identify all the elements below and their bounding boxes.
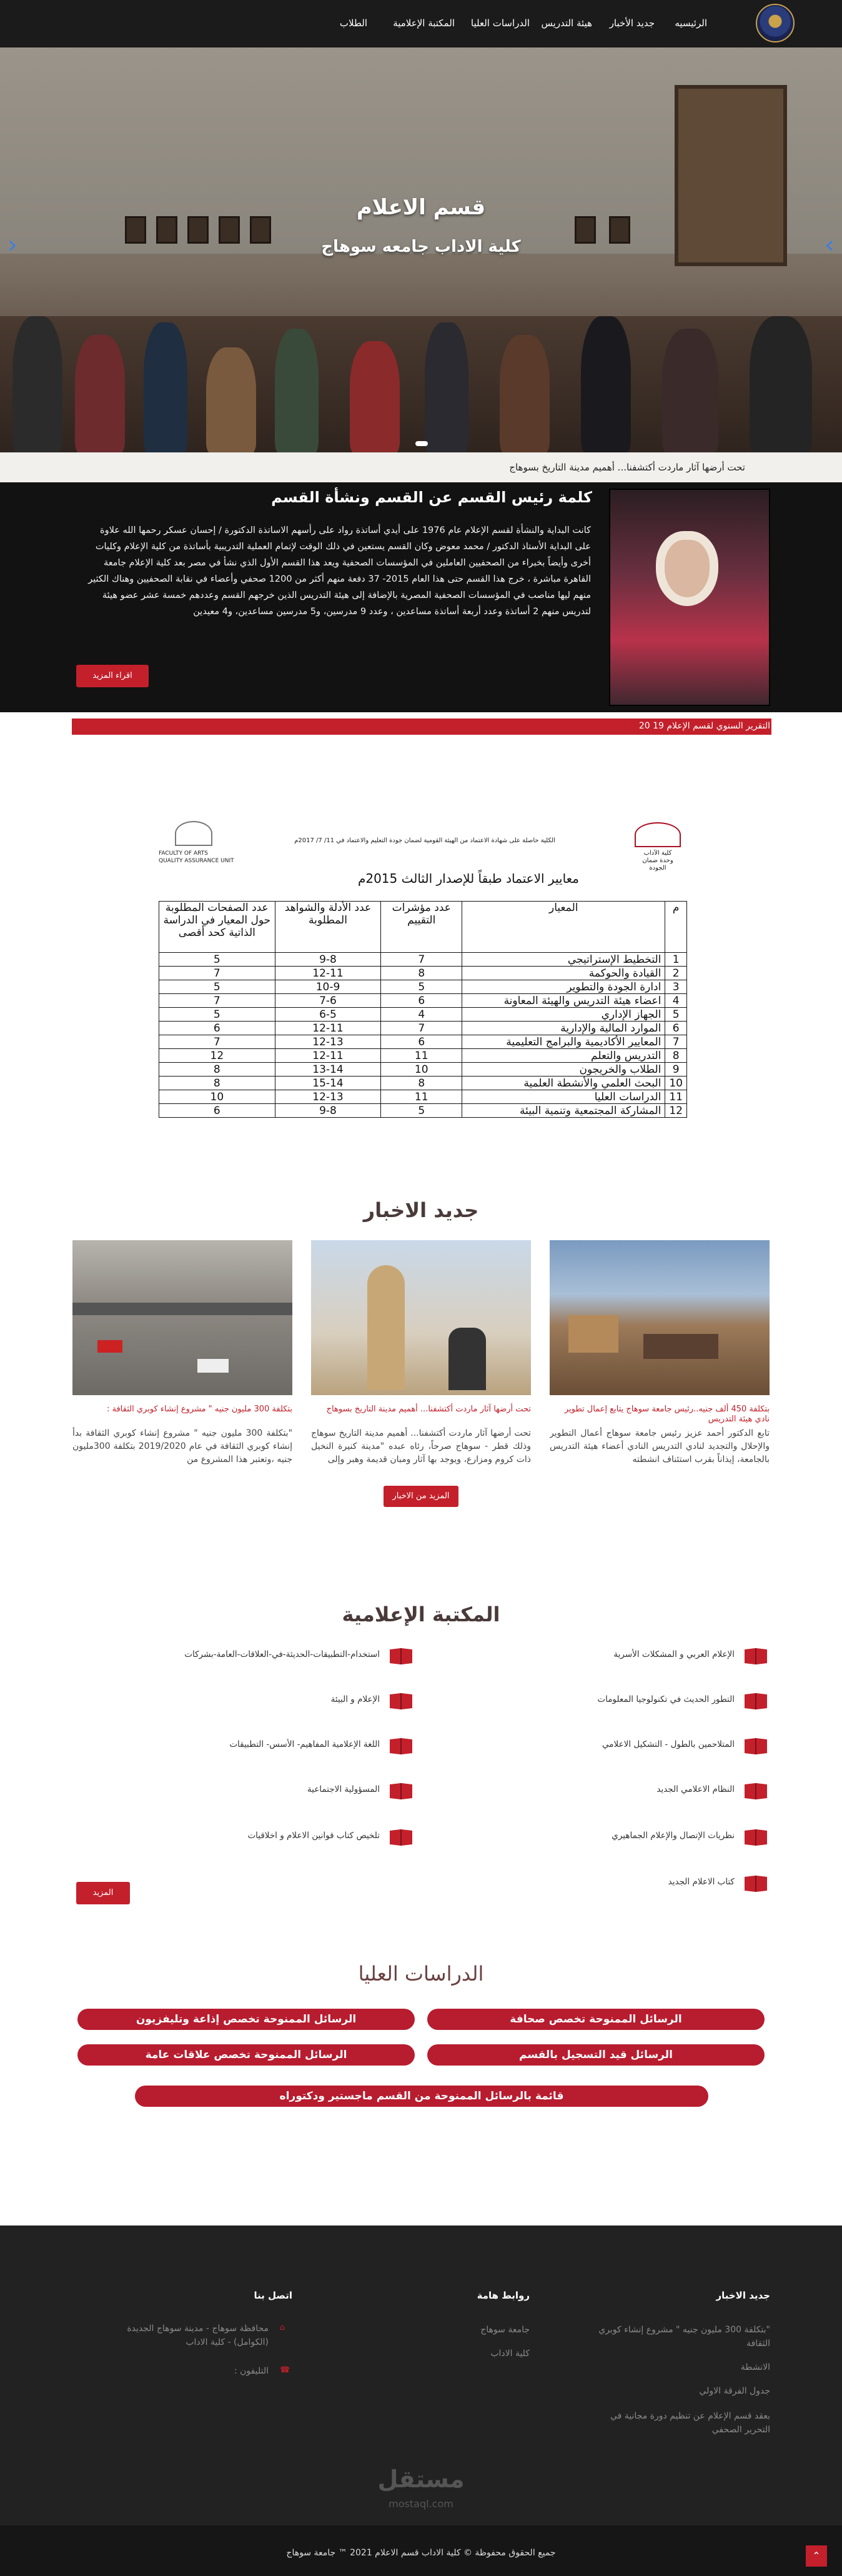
library-item[interactable]: المسؤولية الاجتماعية [307, 1784, 380, 1794]
table-cell: الدراسات العليا [462, 1090, 665, 1104]
library-item[interactable]: التطور الحديث في تكنولوجيا المعلومات [597, 1694, 735, 1704]
table-row [159, 1035, 687, 1049]
read-more-button[interactable]: اقراء المزيد [76, 665, 149, 687]
table-cell: 5 [159, 953, 275, 967]
footer-link-university[interactable]: جامعة سوهاج [480, 2325, 530, 2335]
news-section-title: جديد الاخبار [363, 1198, 479, 1222]
news-body-1: تابع الدكتور أحمد عزيز رئيس جامعة سوهاج أعمال التطوير والإحلال والتجديد لنادي التدريس النادي أعضاء هيئة التدريس بالجامعة، إيذاناً بقرب استئناف انشطته [550, 1428, 770, 1465]
library-item[interactable]: تلخيص كتاب قوانين الاعلام و اخلاقيات [247, 1831, 380, 1841]
nav-home[interactable]: الرئيسيه [675, 17, 707, 29]
head-text: كانت البداية والنشأة لقسم الإعلام عام 1976 على أيدي أساتذة رواد على رأسهم الاساتذة الدكتورة / إحسان عسكر رحمها الله علاوة على البداية الأستاذ الدكتور / محمد معوض وكان القسم يستعين في ذلك الوقت لإتمام العملية التدريبية بأساتذة من كلية الإعلام وكليات أخرى وأيضاً بخبراء من الصحفيين العاملين في المؤسسات الصحفية ويعد هذا القسم الأول الذي نشأ في مصر بعد كلية الإعلام جامعة القاهرة مباشرة ، خرج هذا القسم حتى هذا العام 2015- 37 دفعة منهم أكثر من 1200 صحفي وأعضاء في نقابة الصحفيين وهناك الكثير منهم ليها مناصب في المؤسسات الصحفية المصرية بالإضافة إلى هيئة التدريس الذين خرجهم القسم وعددهم خمسة عشر عضو هيئة لتدريس منهم 2 أساتذة وعدد أربعة أساتذة مساعدين ، وعدد 9 مدرسين، و5 مدرسين مساعدين، و4 معيدين [88, 525, 591, 617]
news-caption-3[interactable]: بتكلفة 300 مليون جنيه " مشروع إنشاء كوبري الثقافة : [106, 1405, 292, 1414]
table-row [159, 1077, 687, 1090]
studies-pr-button[interactable]: الرسائل الممنوحة تخصص علاقات عامة [77, 2044, 415, 2066]
accreditation-title: معايير الاعتماد طبقاً للإصدار الثالث 2015م [357, 871, 580, 886]
table-cell: 7 [381, 953, 462, 967]
table-cell: 1 [665, 953, 687, 967]
table-cell: 5 [381, 1104, 462, 1118]
nav-media-library[interactable]: المكتبة الإعلامية [393, 17, 455, 29]
copyright-text: جميع الحقوق محفوظة © كلية الاداب قسم الاعلام 2021 ™ جامعة سوهاج [286, 2548, 556, 2558]
studies-registered-button[interactable]: الرسائل قيد التسجيل بالقسم [427, 2044, 765, 2066]
table-cell: 6 [381, 1035, 462, 1049]
accreditation-table [159, 901, 687, 1118]
table-cell: البحث العلمي والأنشطة العلمية [462, 1077, 665, 1090]
studies-broadcast-button[interactable]: الرسائل الممنوحة تخصص إذاعة وتليفزيون [77, 2009, 415, 2030]
doc-header-right: كلية الآداب وحدة ضمان الجودة [642, 850, 673, 872]
doc-header-left: FACULTY OF ARTS QUALITY ASSURANCE UNIT [159, 850, 234, 864]
home-icon: ⌂ [280, 2323, 285, 2332]
table-cell: 12 [665, 1104, 687, 1118]
book-icon [743, 1782, 768, 1801]
table-cell: 9 [665, 1063, 687, 1077]
library-item[interactable]: الإعلام و البيئة [330, 1694, 380, 1704]
book-icon [743, 1647, 768, 1666]
studies-list-button[interactable]: قائمة بالرسائل الممنوحة من القسم ماجستير ودكتوراه [135, 2086, 708, 2107]
table-cell: الطلاب والخريجون [462, 1063, 665, 1077]
table-cell: 6 [381, 994, 462, 1008]
university-logo[interactable] [756, 4, 795, 42]
head-title: كلمة رئيس القسم عن القسم ونشأة القسم [271, 489, 592, 506]
mostaql-watermark: مستقل [377, 2465, 465, 2493]
library-item[interactable]: استخدام-التطبيقات-الحديثة-في-العلاقات-العامة-بشركات [184, 1649, 380, 1659]
chevron-left-icon[interactable]: ‹ [7, 231, 17, 259]
table-cell: 8 [159, 1077, 275, 1090]
table-cell: 12-11 [275, 1049, 381, 1063]
footer-news-title: جديد الاخبار [716, 2290, 770, 2301]
accreditation-document [150, 818, 693, 1143]
ticker-text[interactable]: تحت أرضها آثار ماردت أكتشفنا... أهميم مدينة التاريخ بسوهاج [509, 462, 745, 473]
col-pages: عدد الصفحات المطلوبة حول المعيار في الدراسة الذاتية كحد أقصى [159, 902, 275, 953]
table-cell: 7-6 [275, 994, 381, 1008]
table-row [159, 1104, 687, 1118]
table-cell: 2 [665, 967, 687, 980]
book-icon [743, 1828, 768, 1847]
table-row [159, 1008, 687, 1022]
studies-section-title: الدراسات العليا [358, 1962, 484, 1986]
col-standard: المعيار [462, 902, 665, 953]
news-body-3: "بتكلفة 300 مليون جنيه " مشروع إنشاء كوبري الثقافة بدأ إنشاء كوبري الثقافة في عام 2019/2020 بتكلفة 300مليون جنيه ،وتعتبر هذا المشروع من [72, 1428, 292, 1465]
table-cell: القيادة والحوكمة [462, 967, 665, 980]
library-more-button[interactable]: المزيد [76, 1882, 130, 1904]
table-cell: 12-11 [275, 967, 381, 980]
table-cell: 6 [159, 1104, 275, 1118]
table-cell: 7 [159, 967, 275, 980]
table-cell: 12 [159, 1049, 275, 1063]
table-cell: 13-14 [275, 1063, 381, 1077]
table-cell: 10 [665, 1077, 687, 1090]
table-cell: 5 [665, 1008, 687, 1022]
col-number: م [665, 902, 687, 953]
table-cell: 7 [665, 1035, 687, 1049]
book-icon [389, 1692, 414, 1711]
table-cell: 5 [159, 1008, 275, 1022]
col-evidence: عدد الأدلة والشواهد المطلوبة [275, 902, 381, 953]
table-cell: اعضاء هيئة التدريس والهيئة المعاونة [462, 994, 665, 1008]
library-item[interactable]: المتلاحمين بالطول - التشكيل الاعلامي [602, 1739, 735, 1749]
table-cell: التخطيط الإستراتيجي [462, 953, 665, 967]
news-caption-2[interactable]: تحت أرضها آثار ماردت أكتشفنا... أهميم مدينة التاريخ بسوهاج [326, 1405, 531, 1414]
quality-unit-emblem-icon [175, 821, 212, 846]
top-navbar [0, 0, 842, 47]
table-cell: 10 [159, 1090, 275, 1104]
table-cell: 5 [159, 980, 275, 994]
table-row [159, 1022, 687, 1035]
mostaql-watermark-sub: mostaql.com [389, 2498, 453, 2510]
table-cell: 12-13 [275, 1035, 381, 1049]
nav-faculty[interactable]: هيئة التدريس [541, 17, 592, 29]
table-cell: 7 [159, 994, 275, 1008]
table-cell: المعايير الأكاديمية والبرامج التعليمية [462, 1035, 665, 1049]
news-image-3[interactable] [72, 1240, 292, 1395]
table-cell: 8 [381, 967, 462, 980]
footer-news-link-1[interactable]: "بتكلفة 300 مليون جنيه " مشروع إنشاء كوبري الثقافة [598, 2325, 770, 2349]
table-cell: 8 [159, 1063, 275, 1077]
table-cell: 7 [159, 1035, 275, 1049]
table-row [159, 980, 687, 994]
table-cell: 6 [159, 1022, 275, 1035]
table-row [159, 994, 687, 1008]
news-caption-1[interactable]: بتكلفة 450 ألف جنيه..رئيس جامعة سوهاج يتابع إعمال تطوير نادي هيئة التدريس [564, 1405, 770, 1424]
slider-indicator[interactable] [415, 441, 428, 446]
table-cell: 9-8 [275, 953, 381, 967]
table-cell: الجهاز الإداري [462, 1008, 665, 1022]
table-row [159, 953, 687, 967]
table-cell: 6 [665, 1022, 687, 1035]
table-cell: 8 [665, 1049, 687, 1063]
table-row [159, 1063, 687, 1077]
footer-news-link-2[interactable]: الانشطة [740, 2362, 770, 2372]
table-cell: 10 [381, 1063, 462, 1077]
table-cell: 9-8 [275, 1104, 381, 1118]
book-icon [389, 1647, 414, 1666]
table-cell: 11 [381, 1049, 462, 1063]
footer-links-title: روابط هامة [477, 2290, 530, 2301]
table-cell: 10-9 [275, 980, 381, 994]
book-icon [743, 1874, 768, 1893]
table-cell: المشاركة المجتمعية وتنمية البيئة [462, 1104, 665, 1118]
table-cell: 3 [665, 980, 687, 994]
table-cell: التدريس والتعلم [462, 1049, 665, 1063]
chevron-right-icon[interactable]: › [825, 231, 835, 259]
news-image-1[interactable] [550, 1240, 770, 1395]
table-cell: 6-5 [275, 1008, 381, 1022]
table-cell: 8 [381, 1077, 462, 1090]
table-cell: 15-14 [275, 1077, 381, 1090]
nav-students[interactable]: الطلاب [339, 17, 367, 29]
table-cell: 11 [665, 1090, 687, 1104]
table-cell: 7 [381, 1022, 462, 1035]
nav-postgraduate[interactable]: الدراسات العليا [470, 17, 530, 29]
hero-title: قسم الاعلام [356, 195, 486, 220]
table-cell: 11 [381, 1090, 462, 1104]
book-icon [389, 1737, 414, 1756]
library-item[interactable]: اللغة الإعلامية المفاهيم- الأسس- التطبيقات [229, 1739, 380, 1749]
faculty-emblem-icon [635, 822, 681, 847]
hero-subtitle: كلية الاداب جامعه سوهاج [321, 237, 521, 256]
book-icon [389, 1782, 414, 1801]
book-icon [743, 1692, 768, 1711]
table-cell: الموارد المالية والإدارية [462, 1022, 665, 1035]
studies-press-button[interactable]: الرسائل الممنوحة تخصص صحافة [427, 2009, 765, 2030]
table-cell: 12-13 [275, 1090, 381, 1104]
footer-phone: التليفون : [234, 2366, 269, 2376]
footer-contact-title: اتصل بنا [254, 2290, 292, 2301]
table-cell: 5 [381, 980, 462, 994]
book-icon [389, 1828, 414, 1847]
phone-icon: ☎ [280, 2365, 290, 2375]
table-row [159, 1090, 687, 1104]
table-row [159, 1049, 687, 1063]
head-portrait [656, 531, 718, 606]
library-item[interactable]: كتاب الاعلام الجديد [668, 1877, 735, 1887]
footer-news-link-4[interactable]: بعقد قسم الإعلام عن تنظيم دورة مجانية في التحرير الصحفي [610, 2411, 770, 2435]
scroll-top-button[interactable]: ⌃ [806, 2545, 827, 2567]
table-cell: ادارة الجودة والتطوير [462, 980, 665, 994]
table-cell: 4 [381, 1008, 462, 1022]
news-body-2: تحت أرضها آثار ماردت أكتشفنا... أهميم مدينة التاريخ سوهاج وذلك قطر - سوهاج صرحاً، رئاه عبده "مدينة كنيرة النخيل ذات كروم ومزارع، ويوجد بها آثار ومبان قديمة وهبر وإلى [311, 1428, 531, 1465]
table-cell: 12-11 [275, 1022, 381, 1035]
doc-header-center: الكلية حاصلة على شهادة الاعتماد من الهيئة القومية لضمان جودة التعليم والاعتماد في 11/ 7/ 2017م [294, 837, 555, 844]
annual-report-label[interactable]: التقرير السنوي لقسم الإعلام 19 20 [638, 721, 770, 731]
library-item[interactable]: النظام الاعلامي الجديد [656, 1784, 735, 1794]
table-cell: 4 [665, 994, 687, 1008]
footer-link-faculty[interactable]: كلية الاداب [490, 2349, 530, 2359]
footer-news-link-3[interactable]: جدول الفرقة الاولي [699, 2386, 770, 2396]
news-image-2[interactable] [311, 1240, 531, 1395]
library-section-title: المكتبة الإعلامية [342, 1603, 500, 1626]
footer-address: محافظة سوهاج - مدينة سوهاج الجديدة (الكوامل) - كلية الاداب [127, 2324, 269, 2347]
table-row [159, 967, 687, 980]
news-ticker [0, 452, 842, 482]
library-item[interactable]: الإعلام العربي و المشكلات الأسرية [613, 1649, 735, 1659]
library-item[interactable]: نظريات الإتصال والإعلام الجماهيري [612, 1831, 735, 1841]
more-news-button[interactable]: المزيد من الاخبار [384, 1486, 458, 1507]
nav-news[interactable]: جديد الأخبار [609, 17, 655, 29]
col-indicators: عدد مؤشرات التقييم [381, 902, 462, 953]
book-icon [743, 1737, 768, 1756]
